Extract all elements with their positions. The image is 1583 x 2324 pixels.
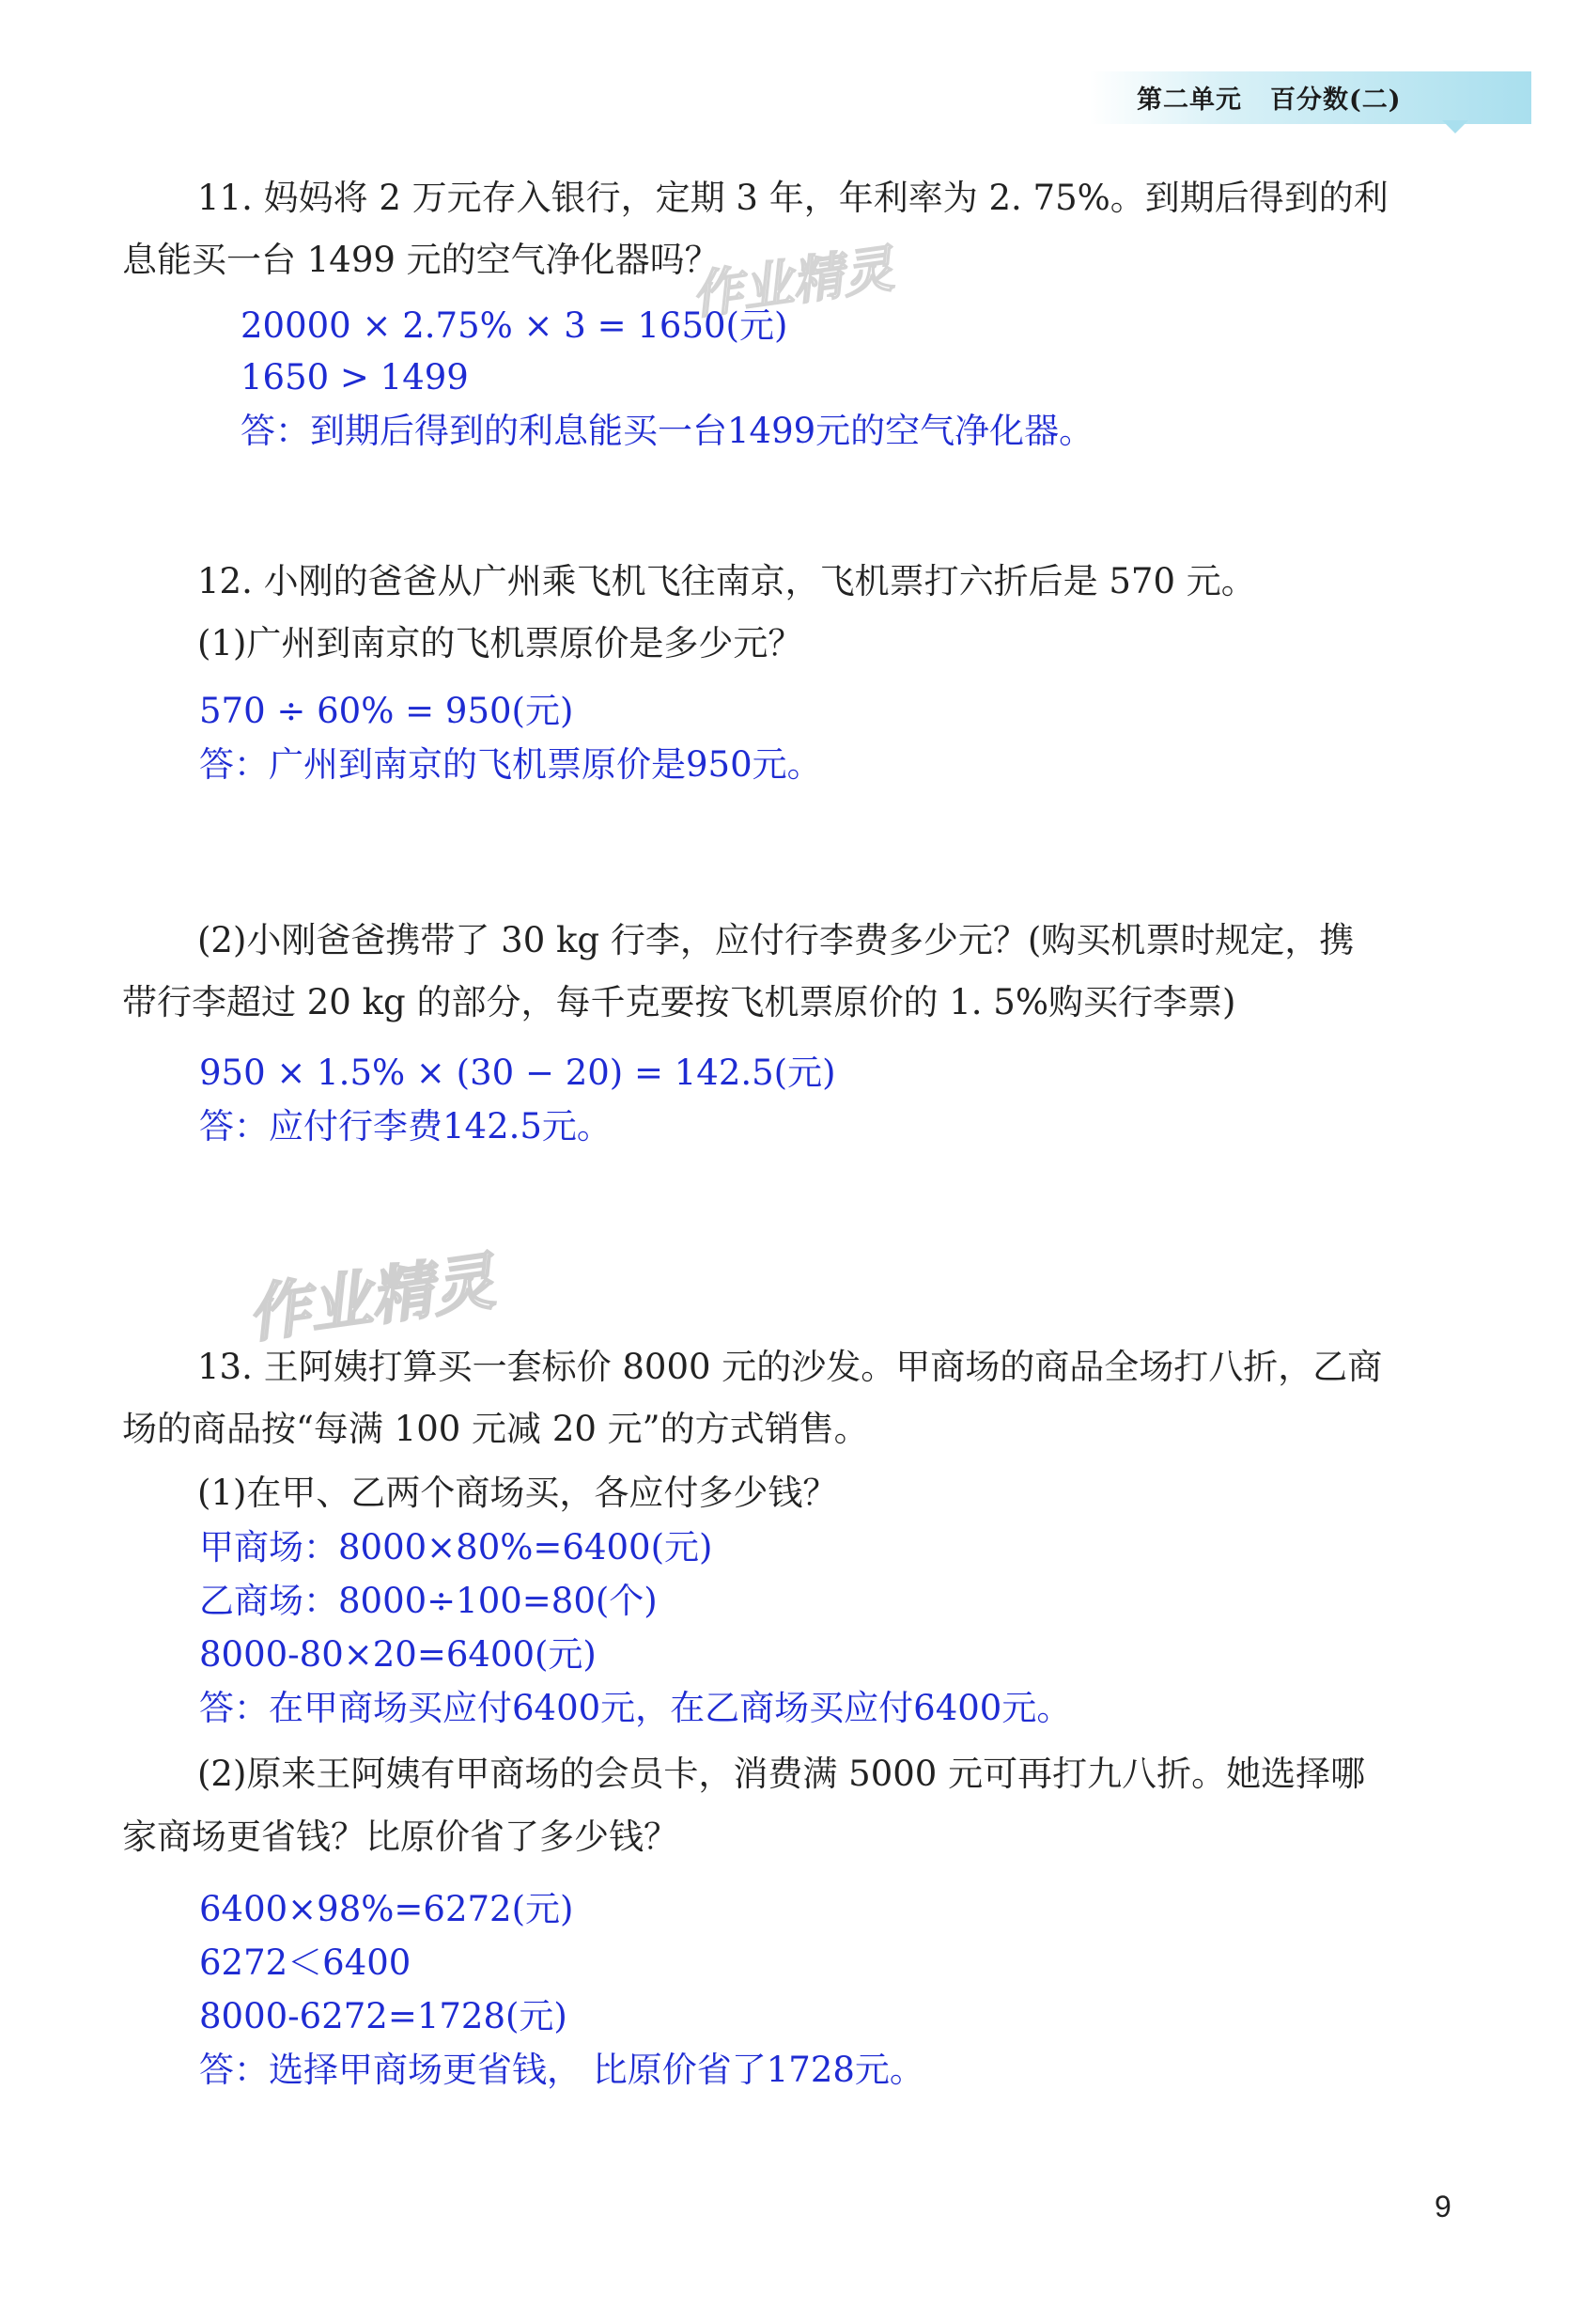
question-12-part-2-line-2: 带行李超过 20 kg 的部分，每千克要按飞机票原价的 1. 5%购买行李票) xyxy=(122,982,1236,1022)
topic-label: 百分数(二) xyxy=(1270,86,1402,115)
q11-answer-statement: 答：到期后得到的利息能买一台1499元的空气净化器。 xyxy=(241,411,1094,451)
section-header xyxy=(1137,79,1430,116)
q13-p2-answer-line: 8000-6272=1728(元) xyxy=(199,1996,567,2036)
unit-label: 第二单元 xyxy=(1137,86,1242,115)
question-13-line-2: 场的商品按“每满 100 元减 20 元”的方式销售。 xyxy=(122,1409,869,1449)
question-13-part-2-line-2: 家商场更省钱？比原价省了多少钱？ xyxy=(122,1817,678,1857)
q12-p1-answer-statement: 答：广州到南京的飞机票原价是950元。 xyxy=(199,744,822,785)
header-arrow-decoration xyxy=(1442,120,1468,133)
question-12-line-1: 12. 小刚的爸爸从广州乘飞机飞往南京，飞机票打六折后是 570 元。 xyxy=(197,561,1256,601)
question-12-part-2-line-1: (2)小刚爸爸携带了 30 kg 行李，应付行李费多少元？(购买机票时规定，携 xyxy=(197,920,1355,960)
watermark: 作业精灵 xyxy=(688,239,897,326)
watermark: 作业精灵 xyxy=(242,1244,499,1351)
q12-p2-answer-statement: 答：应付行李费142.5元。 xyxy=(199,1106,612,1146)
q12-p1-answer-line: 570 ÷ 60% = 950(元) xyxy=(199,691,574,731)
q13-p2-answer-line: 6400×98%=6272(元) xyxy=(199,1889,574,1929)
q11-answer-line: 20000 × 2.75% × 3 = 1650(元) xyxy=(241,305,788,346)
question-13-part-2-line-1: (2)原来王阿姨有甲商场的会员卡，消费满 5000 元可再打九八折。她选择哪 xyxy=(197,1754,1366,1794)
q13-p2-answer-line: 6272＜6400 xyxy=(199,1942,411,1983)
question-13-line-1: 13. 王阿姨打算买一套标价 8000 元的沙发。甲商场的商品全场打八折，乙商 xyxy=(197,1347,1383,1387)
q13-p1-answer-line: 8000-80×20=6400(元) xyxy=(199,1634,597,1675)
question-12-part-1: (1)广州到南京的飞机票原价是多少元？ xyxy=(197,623,803,663)
question-13-part-1: (1)在甲、乙两个商场买，各应付多少钱？ xyxy=(197,1473,838,1513)
q13-p2-answer-statement: 答：选择甲商场更省钱， 比原价省了1728元。 xyxy=(199,2050,924,2090)
q12-p2-answer-line: 950 × 1.5% × (30 − 20) = 142.5(元) xyxy=(199,1053,836,1093)
q13-p1-answer-line: 甲商场：8000×80%=6400(元) xyxy=(199,1527,713,1568)
q11-answer-line: 1650 > 1499 xyxy=(241,357,469,398)
page-number: 9 xyxy=(1435,2190,1451,2223)
q13-p1-answer-line: 乙商场：8000÷100=80(个) xyxy=(199,1581,658,1621)
q13-p1-answer-statement: 答：在甲商场买应付6400元，在乙商场买应付6400元。 xyxy=(199,1688,1072,1728)
question-11-line-1: 11. 妈妈将 2 万元存入银行，定期 3 年，年利率为 2. 75%。到期后得到的利 xyxy=(197,178,1389,218)
question-11-line-2: 息能买一台 1499 元的空气净化器吗？ xyxy=(122,240,720,280)
